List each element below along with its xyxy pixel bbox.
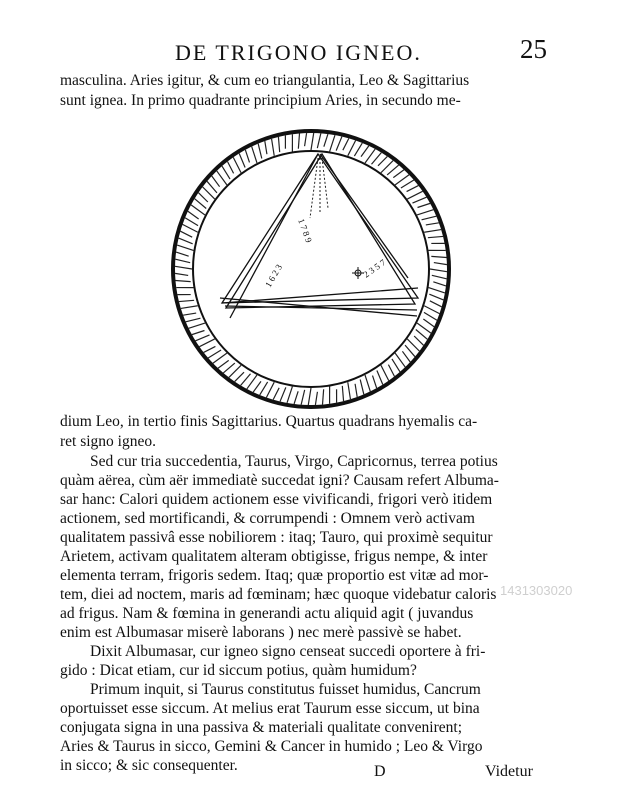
page-number: 25 bbox=[520, 34, 547, 64]
band-hatch bbox=[323, 389, 324, 404]
band-hatch bbox=[213, 353, 227, 363]
band-hatch bbox=[195, 335, 209, 341]
band-hatch bbox=[317, 133, 320, 148]
text-line: actionem, sed mortificandi, & corrumpendi : Omnem verò activam bbox=[60, 510, 475, 527]
band-hatch bbox=[407, 186, 419, 192]
band-hatch bbox=[432, 275, 447, 278]
text-line: ad frigus. Nam & fœmina in generandi actu aliquid agit ( juvandus bbox=[60, 605, 474, 622]
band-hatch bbox=[252, 147, 257, 163]
band-hatch bbox=[207, 181, 217, 193]
signature-mark: D bbox=[374, 763, 386, 780]
band-hatch bbox=[424, 306, 439, 314]
text-line: Arietem, activam qualitatem alteram obtigisse, frigus nempe, & inter bbox=[60, 548, 488, 565]
text-line: tem, diei ad noctem, maris ad fœminam; hæc quoque videbatur caloris bbox=[60, 586, 497, 603]
band-hatch bbox=[235, 372, 244, 381]
band-hatch bbox=[185, 218, 198, 226]
band-hatch bbox=[181, 306, 198, 309]
band-hatch bbox=[407, 191, 422, 199]
text-line: conjugata signa in una passiva & materiali qualitate convenirent; bbox=[60, 719, 463, 736]
band-hatch bbox=[416, 330, 428, 340]
band-hatch bbox=[395, 353, 405, 367]
text-line: qualitatem passivâ esse nobiliorem : itaq; Tauro, qui proximè sequitur bbox=[60, 529, 493, 546]
band-hatch bbox=[433, 282, 446, 286]
band-hatch bbox=[294, 391, 298, 404]
band-hatch bbox=[388, 365, 394, 377]
band-hatch bbox=[239, 153, 245, 167]
band-hatch bbox=[222, 166, 230, 179]
band-hatch bbox=[423, 319, 434, 327]
band-hatch bbox=[233, 157, 241, 172]
band-hatch bbox=[373, 376, 377, 389]
band-hatch bbox=[361, 146, 369, 157]
text-line: Aries & Taurus in sicco, Gemini & Cancer in humido ; Leo & Virgo bbox=[60, 738, 483, 755]
band-hatch bbox=[298, 133, 299, 148]
band-hatch bbox=[217, 171, 227, 185]
band-hatch bbox=[183, 224, 198, 232]
band-hatch bbox=[342, 386, 343, 401]
band-hatch bbox=[195, 199, 207, 209]
band-hatch bbox=[430, 301, 442, 307]
text-line: enim est Albumasar miserè laborans ) nec merè passivè se habet. bbox=[60, 624, 462, 641]
band-hatch bbox=[176, 252, 189, 256]
svg-text:2 3 5 7: 2 3 5 7 bbox=[361, 257, 388, 280]
band-hatch bbox=[177, 245, 193, 250]
band-hatch bbox=[280, 387, 286, 401]
band-hatch bbox=[278, 137, 279, 152]
band-hatch bbox=[199, 339, 214, 347]
text-line: in sicco; & sic consequenter. bbox=[60, 757, 238, 774]
text-line: elementa terram, frigoris sedem. Itaq; quæ proportio est vitæ ad mor- bbox=[60, 567, 489, 584]
band-hatch bbox=[434, 263, 447, 265]
band-hatch bbox=[355, 384, 357, 397]
band-hatch bbox=[424, 312, 437, 320]
band-hatch bbox=[175, 259, 190, 262]
band-hatch bbox=[422, 216, 437, 220]
band-hatch bbox=[208, 350, 221, 358]
band-hatch bbox=[305, 133, 307, 146]
svg-text:1 6 2 3: 1 6 2 3 bbox=[263, 262, 285, 289]
text-line: Sed cur tria succedentia, Taurus, Virgo, Capricornus, terrea potius bbox=[90, 453, 498, 470]
zodiac-trigon-diagram bbox=[170, 128, 452, 410]
band-hatch bbox=[348, 382, 351, 399]
text-line: sar hanc: Calori quidem actionem esse vivificandi, frigori verò itidem bbox=[60, 491, 493, 508]
band-hatch bbox=[401, 180, 414, 188]
band-hatch bbox=[189, 323, 205, 328]
running-head bbox=[0, 34, 629, 70]
band-hatch bbox=[330, 135, 335, 151]
band-hatch bbox=[301, 390, 304, 405]
band-hatch bbox=[336, 137, 342, 151]
band-hatch bbox=[265, 141, 267, 154]
band-hatch bbox=[188, 211, 199, 219]
band-hatch bbox=[418, 203, 431, 207]
dotted-lines bbox=[310, 158, 328, 218]
band-hatch bbox=[287, 387, 292, 403]
band-hatch bbox=[273, 388, 279, 400]
band-hatch bbox=[175, 266, 192, 269]
band-hatch bbox=[428, 236, 443, 237]
band-hatch bbox=[414, 336, 423, 345]
running-title: DE TRIGONO IGNEO. bbox=[175, 40, 422, 65]
band-hatch bbox=[426, 223, 439, 225]
band-hatch bbox=[315, 392, 317, 405]
band-hatch bbox=[258, 144, 262, 159]
band-hatch bbox=[218, 360, 229, 368]
text-line: oportuisset esse siccum. At melius erat Taurum esse siccum, ut bina bbox=[60, 700, 480, 717]
text-line: Primum inquit, si Taurus constitutus fuisset humidus, Cancrum bbox=[90, 681, 481, 698]
text-line: sunt ignea. In primo quadrante principium Aries, in secundo me- bbox=[60, 92, 461, 109]
band-hatch bbox=[272, 139, 275, 156]
text-line: masculina. Aries igitur, & cum eo triangulantia, Leo & Sagittarius bbox=[60, 72, 470, 89]
band-hatch bbox=[260, 382, 268, 395]
band-hatch bbox=[241, 374, 251, 386]
band-hatch bbox=[417, 210, 433, 215]
band-hatch bbox=[405, 345, 415, 357]
zodiac-band bbox=[175, 133, 447, 405]
band-hatch bbox=[381, 365, 389, 380]
text-line: gido : Dicat etiam, cur id siccum potius, quàm humidum? bbox=[60, 662, 417, 679]
catchword: Videtur bbox=[485, 763, 533, 780]
band-hatch bbox=[266, 382, 274, 397]
band-hatch bbox=[424, 230, 441, 233]
band-hatch bbox=[393, 170, 404, 178]
band-hatch bbox=[179, 238, 193, 244]
band-hatch bbox=[186, 318, 201, 322]
band-hatch bbox=[387, 165, 399, 175]
band-hatch bbox=[204, 346, 216, 352]
band-hatch bbox=[429, 294, 443, 300]
text-line: quàm aërea, cùm aër immediatè succedat igni? Causam refert Albuma- bbox=[60, 472, 499, 489]
band-hatch bbox=[253, 381, 261, 392]
band-hatch bbox=[212, 176, 220, 187]
band-hatch bbox=[343, 138, 349, 150]
watermark: 1431303020 bbox=[500, 583, 573, 598]
band-hatch bbox=[175, 281, 190, 282]
band-hatch bbox=[192, 331, 205, 335]
band-hatch bbox=[365, 375, 370, 391]
band-hatch bbox=[228, 162, 234, 174]
band-hatch bbox=[198, 193, 207, 202]
svg-text:1 7 8 9: 1 7 8 9 bbox=[296, 217, 314, 244]
band-hatch bbox=[402, 351, 410, 362]
sun-icon bbox=[352, 267, 364, 279]
text-line: dium Leo, in tertio finis Sagittarius. Quartus quadrans hyemalis ca- bbox=[60, 413, 478, 430]
band-hatch bbox=[245, 150, 249, 163]
band-hatch bbox=[378, 156, 387, 165]
band-hatch bbox=[311, 133, 314, 150]
band-hatch bbox=[430, 269, 447, 272]
band-hatch bbox=[308, 388, 311, 405]
band-hatch bbox=[412, 197, 426, 203]
band-hatch bbox=[431, 256, 446, 257]
band-hatch bbox=[395, 175, 409, 185]
band-hatch bbox=[354, 143, 362, 156]
band-hatch bbox=[180, 231, 192, 237]
band-hatch bbox=[324, 134, 328, 147]
band-hatch bbox=[372, 153, 382, 165]
band-hatch bbox=[377, 370, 383, 384]
band-hatch bbox=[223, 363, 235, 373]
band-hatch bbox=[392, 359, 400, 372]
band-hatch bbox=[360, 380, 364, 395]
text-line: Dixit Albumasar, cur igneo signo censeat succedi oportere à fri- bbox=[90, 643, 486, 660]
band-hatch bbox=[175, 273, 188, 275]
band-hatch bbox=[348, 141, 356, 156]
band-hatch bbox=[179, 300, 194, 301]
band-hatch bbox=[183, 313, 196, 315]
text-line: ret signo igneo. bbox=[60, 433, 156, 450]
band-hatch bbox=[429, 288, 445, 293]
